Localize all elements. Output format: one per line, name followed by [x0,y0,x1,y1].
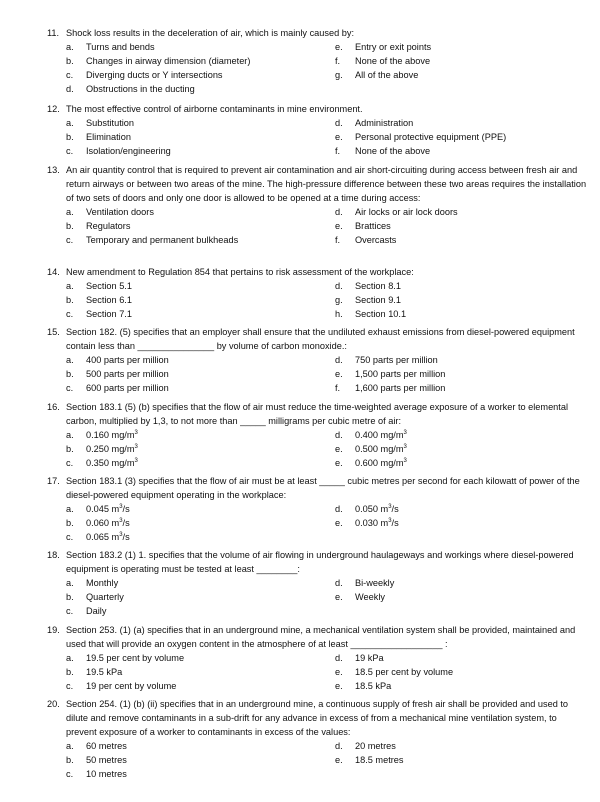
question-13 [47,163,587,247]
option-row: a. 400 parts per million d. 750 parts per million [66,355,438,365]
question-text: Section 253. (1) (a) specifies that in an underground mine, a mechanical ventilation system shall be provided, maintained and used that will provide an oxygen content in the atmosphere of at least __________________ : [66,625,576,649]
question-text: Section 182. (5) specifies that an employer shall ensure that the undiluted exhaust emissions from diesel-powered equipment contain less than _______________ by volume of carbon monoxide.: [66,327,575,351]
question-number: 20. [47,699,60,709]
option-row: c. Section 7.1 h. Section 10.1 [66,309,407,319]
question-number: 12. [47,104,60,114]
option-row: b. Section 6.1 g. Section 9.1 [66,295,401,305]
question-number: 19. [47,625,60,635]
option-row: b. 500 parts per million e. 1,500 parts per million [66,369,446,379]
option-row: c. Diverging ducts or Y intersections g. All of the above [66,70,419,80]
question-14 [47,265,587,321]
question-20 [47,697,587,781]
question-12 [47,102,587,158]
option-row: a. Section 5.1 d. Section 8.1 [66,281,401,291]
question-number: 14. [47,267,60,277]
option-row: a. 0.045 $m^3/s$ d. 0.050 $m^3/s$ [66,504,399,514]
question-text: Section 183.1 (5) (b) specifies that the flow of air must reduce the time-weighted average exposure of a worker to elemental carbon, multiplied by 1,3, to not more than _____ milligrams per cubic metre of air: [66,402,568,426]
question-15 [47,325,587,395]
option-row: a. 19.5 per cent by volume d. 19 kPa [66,653,384,663]
question-number: 16. [47,402,60,412]
option-row: c. 600 parts per million f. 1,600 parts per million [66,383,446,393]
option-row: c. 0.350 $mg/m^3$ e. 0.600 $mg/m^3$ [66,458,407,468]
option-row: c. 10 metres [66,769,127,779]
question-text: Section 183.2 (1) 1. specifies that the volume of air flowing in underground haulageways and workings where diesel-powered equipment is operating must be tested at least ________: [66,550,574,574]
option-row: c. 0.065 $m^3/s$ [66,532,130,542]
question-text: Shock loss results in the deceleration of air, which is mainly caused by: [66,28,355,38]
option-row: b. Quarterly e. Weekly [66,592,385,602]
question-17 [47,474,587,544]
question-number: 11. [47,28,60,38]
question-19 [47,623,587,693]
question-11 [47,26,587,96]
question-16 [47,400,587,470]
option-row: b. Changes in airway dimension (diameter) f. None of the above [66,56,431,66]
question-text: The most effective control of airborne contaminants in mine environment. [66,104,363,114]
question-number: 15. [47,327,60,337]
question-number: 18. [47,550,60,560]
question-text: Section 254. (1) (b) (ii) specifies that in an underground mine, a continuous supply of fresh air shall be provided and used to dilute and remove contaminants in a sub-drift for any advance in excess of from a mechanical mine ventilation system, to prevent exposure of a worker to contaminants in excess of the values: [66,699,569,737]
option-row: a. 60 metres d. 20 metres [66,741,396,751]
option-row: a. 0.160 $mg/m^3$ d. 0.400 $mg/m^3$ [66,430,407,440]
question-text: Section 183.1 (3) specifies that the flow of air must be at least _____ cubic metres per second for each kilowatt of power of the diesel-powered equipment operating in the workplace: [66,476,580,500]
option-row: b. 19.5 kPa e. 18.5 per cent by volume [66,667,454,677]
option-row: d. Obstructions in the ducting [66,84,195,94]
question-number: 17. [47,476,60,486]
option-row: a. Ventilation doors d. Air locks or air lock doors [66,207,458,217]
option-row: a. Substitution d. Administration [66,118,414,128]
option-row: a. Turns and bends e. Entry or exit points [66,42,432,52]
option-row: b. 50 metres e. 18.5 metres [66,755,404,765]
option-row: c. Isolation/engineering f. None of the above [66,146,431,156]
question-18 [47,548,587,618]
option-row: c. Daily [66,606,107,616]
option-row: b. Regulators e. Brattices [66,221,391,231]
option-row: b. 0.250 $mg/m^3$ e. 0.500 $mg/m^3$ [66,444,407,454]
option-row: c. Temporary and permanent bulkheads f. Overcasts [66,235,397,245]
question-text: New amendment to Regulation 854 that pertains to risk assessment of the workplace: [66,267,414,277]
option-row: a. Monthly d. Bi-weekly [66,578,395,588]
question-number: 13. [47,165,60,175]
option-row: b. Elimination e. Personal protective equipment (PPE) [66,132,507,142]
option-row: b. 0.060 $m^3/s$ e. 0.030 $m^3/s$ [66,518,399,528]
question-text: An air quantity control that is required to prevent air contamination and air short-circuiting during access between fresh air and return airways or between two areas of the mine. The high-pressure difference between these two areas requires the installation of two sets of doors and only one door is allowed to be opened at a time during access: [66,165,587,203]
option-row: c. 19 per cent by volume e. 18.5 kPa [66,681,392,691]
